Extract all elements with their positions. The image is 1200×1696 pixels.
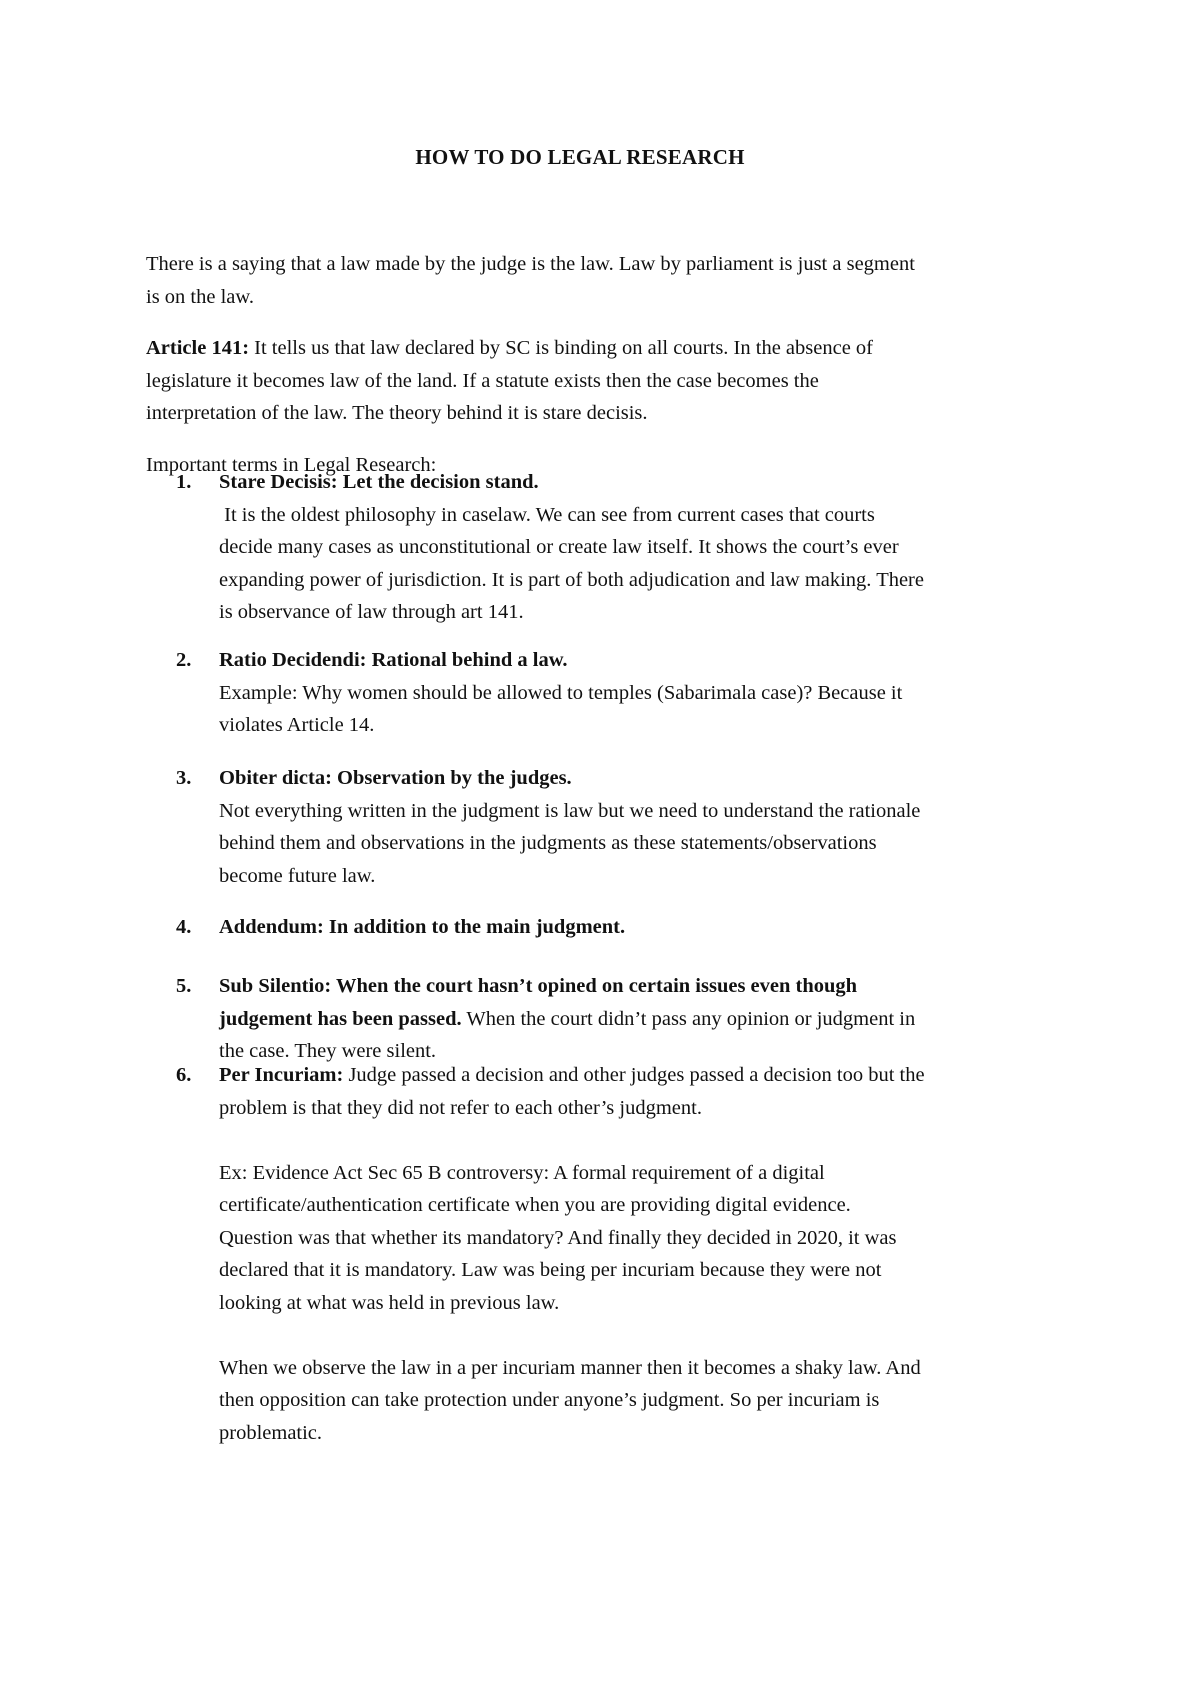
- term-heading: Addendum: In addition to the main judgment.: [219, 916, 626, 938]
- spacer: [219, 1124, 1069, 1157]
- spacer: [219, 1319, 1069, 1352]
- article-141-line-1-text: It tells us that law declared by SC is binding on all courts. In the absence of: [249, 337, 873, 359]
- term-heading: Ratio Decidendi: Rational behind a law.: [219, 649, 568, 671]
- term-line: problem is that they did not refer to each other’s judgment.: [219, 1096, 702, 1119]
- example-line: declared that it is mandatory. Law was being per incuriam because they were not: [219, 1259, 882, 1281]
- example-line: certificate/authentication certificate when you are providing digital evidence.: [219, 1194, 851, 1216]
- example-line: Ex: Evidence Act Sec 65 B controversy: A formal requirement of a digital: [219, 1161, 825, 1184]
- term-line: become future law.: [219, 864, 376, 887]
- terms-list: [146, 0, 1076, 1696]
- list-number: 2.: [176, 649, 192, 671]
- term-line: expanding power of jurisdiction. It is part of both adjudication and law making. There: [219, 568, 924, 591]
- term-line: violates Article 14.: [219, 714, 375, 736]
- document-title: HOW TO DO LEGAL RESEARCH: [415, 145, 745, 169]
- closing-line: then opposition can take protection under anyone’s judgment. So per incuriam is: [219, 1389, 880, 1411]
- article-141-label: Article 141:: [146, 337, 250, 359]
- terms-heading: Important terms in Legal Research:: [146, 454, 437, 476]
- example-line: Question was that whether its mandatory? And finally they decided in 2020, it was: [219, 1226, 897, 1249]
- closing-line: When we observe the law in a per incuriam manner then it becomes a shaky law. And: [219, 1356, 921, 1379]
- list-number: 5.: [176, 975, 192, 997]
- closing-line: problematic.: [219, 1421, 323, 1444]
- list-item-body: [219, 644, 1069, 742]
- term-heading-part: judgement has been passed.: [219, 1007, 462, 1030]
- term-line: decide many cases as unconstitutional or create law itself. It shows the court’s ever: [219, 536, 899, 558]
- list-number: 4.: [176, 916, 192, 938]
- list-item-body: [219, 911, 1069, 944]
- list-number: 6.: [176, 1064, 192, 1086]
- list-item-body: [219, 1059, 1069, 1449]
- term-line: behind them and observations in the judgments as these statements/observations: [219, 832, 877, 854]
- term-heading-line-1: Sub Silentio: When the court hasn’t opined on certain issues even though: [219, 975, 858, 997]
- example-line: looking at what was held in previous law.: [219, 1291, 560, 1314]
- term-line: is observance of law through art 141.: [219, 601, 524, 623]
- article-141-line-3: interpretation of the law. The theory behind it is stare decisis.: [146, 402, 648, 424]
- term-heading: Per Incuriam:: [219, 1064, 344, 1086]
- term-line-rest: When the court didn’t pass any opinion or judgment in: [461, 1007, 916, 1030]
- term-line-1: [219, 1059, 1069, 1092]
- article-141-line-2: legislature it becomes law of the land. If a statute exists then the case becomes the: [146, 369, 819, 392]
- list-number: 1.: [176, 471, 192, 493]
- list-item-body: [219, 466, 1069, 629]
- term-heading: Stare Decisis: Let the decision stand.: [219, 471, 539, 493]
- intro-line-1: There is a saying that a law made by the judge is the law. Law by parliament is just a segment: [146, 253, 915, 275]
- term-heading: Obiter dicta: Observation by the judges.: [219, 767, 572, 789]
- list-item-body: [219, 762, 1069, 892]
- term-line: It is the oldest philosophy in caselaw. We can see from current cases that courts: [219, 503, 875, 526]
- term-line: Not everything written in the judgment is law but we need to understand the rationale: [219, 799, 921, 822]
- term-line-rest: Judge passed a decision and other judges passed a decision too but the: [343, 1064, 925, 1086]
- list-number: 3.: [176, 767, 192, 789]
- term-heading-line-2: [219, 1003, 1069, 1036]
- term-line: Example: Why women should be allowed to temples (Sabarimala case)? Because it: [219, 681, 903, 704]
- term-line: the case. They were silent.: [219, 1040, 437, 1062]
- list-item-body: [219, 970, 1069, 1068]
- intro-line-2: is on the law.: [146, 285, 254, 308]
